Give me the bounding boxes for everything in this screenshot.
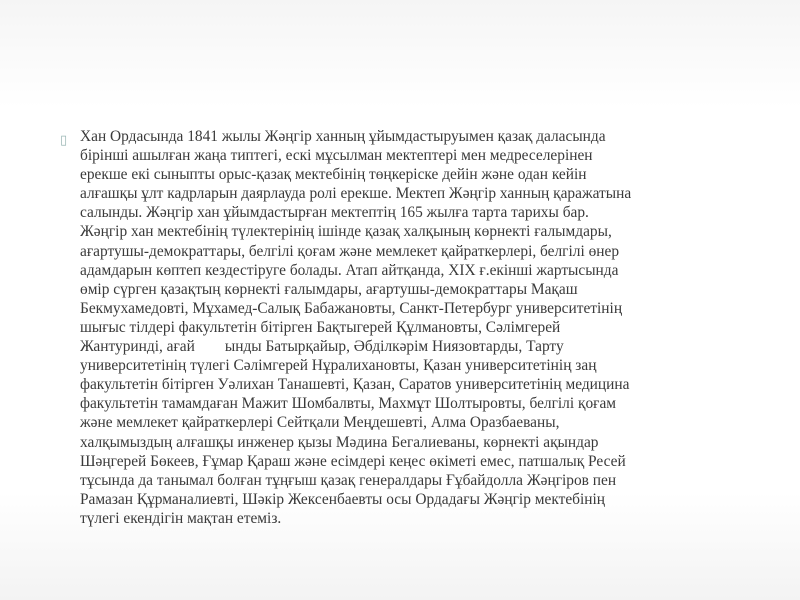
paragraph-line: тұсында да танымал болған тұңғыш қазақ генералдары Ғұбайдолла Жәңгіров пен xyxy=(80,471,617,489)
paragraph-line: адамдарын көптеп кездестіруге болады. Атап айтқанда, XIX ғ.екінші жартысында xyxy=(80,261,619,279)
paragraph-line: ағартушы-демократтары, белгілі қоғам және мемлекет қайраткерлері, белгілі өнер xyxy=(80,242,620,260)
bullet-icon: ▯ xyxy=(60,133,68,148)
paragraph-line: алғашқы ұлт кадрларын даярлауда ролі ерекше. Мектеп Жәңгір ханның қаражатына xyxy=(80,185,632,203)
paragraph-line-part: Жантуринді, ағай xyxy=(80,338,195,356)
paragraph-line: факультетін тамамдаған Мажит Шомбалвты, Махмұт Шолтыровты, белгілі қоғам xyxy=(80,395,617,413)
paragraph-line: шығыс тілдері факультетін бітірген Бақтыгерей Құлмановты, Сәлімгерей xyxy=(80,318,561,336)
paragraph-line: Шәңгерей Бөкеев, Ғұмар Қараш және есімдері кеңес өкіметі емес, патшалық Ресей xyxy=(80,452,626,470)
paragraph-line: университетінің түлегі Сәлімгерей Нұралихановты, Қазан университетінің заң xyxy=(80,357,597,375)
paragraph-line: және мемлекет қайраткерлері Сейтқали Меңдешевті, Алма Оразбаеваны, xyxy=(80,414,560,432)
paragraph-line: түлегі екендігін мақтан етеміз. xyxy=(80,509,282,527)
paragraph-line: факультетін бітірген Уәлихан Танашевті, Қазан, Саратов университетінің медицина xyxy=(80,376,630,394)
paragraph-line: Рамазан Құрманалиевті, Шәкір Жексенбаевты осы Ордадағы Жәңгір мектебінің xyxy=(80,490,606,508)
paragraph xyxy=(80,127,760,528)
paragraph-line-part: ынды Батырқайыр, Әбділкәрім Ниязовтарды, Тарту xyxy=(224,338,564,356)
paragraph-line: Бекмухамедовті, Мұхамед-Салық Бабажановты, Санкт-Петербург университетінің xyxy=(80,299,623,317)
paragraph-line: Хан Ордасында 1841 жылы Жәңгір ханның ұйымдастыруымен қазақ даласында xyxy=(80,128,606,145)
paragraph-line: халқымыздың алғашқы инженер қызы Мәдина Бегалиеваны, көрнекті ақындар xyxy=(80,433,599,451)
paragraph-line: салынды. Жәңгір хан ұйымдастырған мектептің 165 жылға тарта тарихы бар. xyxy=(80,204,589,222)
paragraph-line: бірінші ашылған жаңа типтегі, ескі мұсылман мектептері мен медреселерінен xyxy=(80,147,593,165)
paragraph-line: Жәңгір хан мектебінің түлектерінің ішінде қазақ халқының көрнекті ғалымдары, xyxy=(80,223,612,241)
paragraph-line: ерекше екі сыныпты орыс-қазақ мектебінің төңкеріске дейін және одан кейін xyxy=(80,166,587,184)
paragraph-line: өмір сүрген қазақтың көрнекті ғалымдары, ағартушы-демократтары Мақаш xyxy=(80,280,578,298)
paragraph-line xyxy=(80,337,760,356)
